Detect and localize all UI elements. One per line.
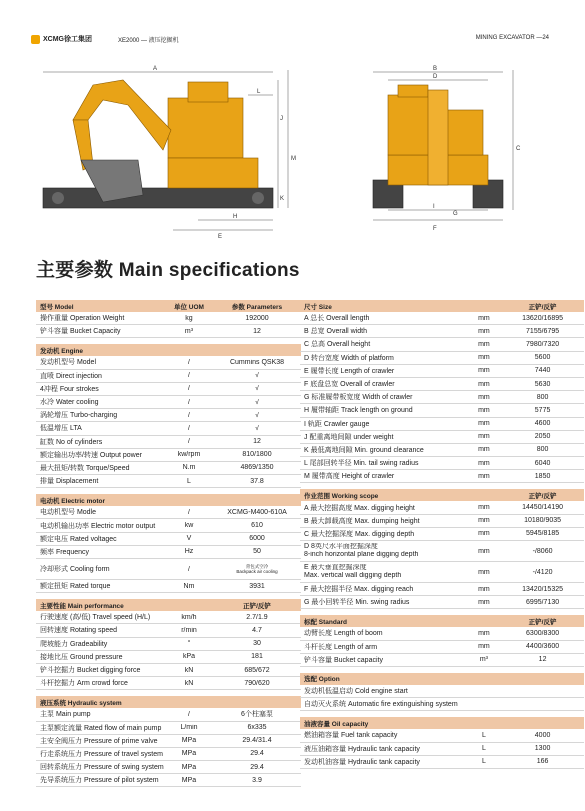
spec-value: 14450/14190 [522, 504, 564, 512]
spec-name: L 尾部回转半径 Min. tail swing radius [304, 460, 419, 468]
spec-unit: mm [478, 472, 490, 480]
spec-row [300, 627, 584, 640]
spec-row [36, 533, 301, 546]
spec-name: 操作重量 Operation Weight [40, 315, 125, 323]
spec-name: D 转台宽度 Width of platform [304, 354, 394, 362]
spec-row [300, 418, 584, 431]
spec-value: 4000 [534, 731, 551, 739]
spec-row [36, 519, 301, 532]
spec-value: 800 [536, 446, 549, 454]
spec-value: 6040 [534, 459, 551, 467]
spec-name: A 总长 Overall length [304, 315, 370, 323]
dim-label-J: J [280, 116, 283, 122]
section-header [300, 717, 584, 729]
spec-unit: mm [478, 568, 490, 576]
spec-value: 7980/7320 [526, 340, 560, 348]
spec-name: 铲斗容量 Bucket capacity [304, 656, 383, 664]
section-header [300, 673, 584, 685]
excavator-drawings [33, 60, 551, 240]
spec-unit: N.m [182, 464, 196, 472]
spec-value: 181 [251, 653, 263, 661]
spec-row [300, 325, 584, 338]
section-header [36, 344, 301, 356]
text-line: Backpack air cooling [236, 569, 278, 574]
left-spec-table [36, 300, 301, 787]
dim-label-E: E [218, 234, 223, 240]
spec-row [36, 506, 301, 519]
section-header [300, 615, 584, 627]
spec-unit: / [188, 508, 190, 516]
spec-row [300, 698, 584, 711]
spec-name: 斗杆长度 Length of arm [304, 643, 378, 651]
spec-name: H 履带轴距 Track length on ground [304, 407, 413, 415]
spec-unit: m³ [184, 327, 194, 335]
spec-row [300, 528, 584, 541]
spec-name: 燃油箱容量 Fuel tank capacity [304, 732, 398, 740]
spec-unit: mm [478, 530, 490, 538]
spec-unit: mm [478, 354, 490, 362]
spec-name: 4冲程 Four strokes [40, 385, 99, 393]
spec-row [36, 580, 301, 593]
spec-value: 12 [253, 327, 261, 335]
right-spec-table [300, 300, 584, 769]
spec-value: 10180/9035 [524, 517, 562, 525]
spec-name: 行走系统压力 Pressure of travel system [40, 750, 163, 758]
spec-name: 主安全阀压力 Pressure of prime valve [40, 737, 158, 745]
front-view-excavator [373, 85, 503, 208]
spec-unit: kw [184, 522, 194, 530]
spec-value: 4.7 [252, 626, 262, 634]
spec-name: 动臂长度 Length of boom [304, 630, 383, 638]
spec-value: 7155/6795 [526, 327, 560, 335]
spec-unit: mm [478, 643, 490, 651]
spec-unit: L/min [180, 724, 198, 732]
spec-row [36, 396, 301, 409]
dim-label-F: F [433, 226, 437, 232]
spec-value: 29.4/31.4 [242, 737, 272, 745]
text-line: Max. vertical wall digging depth [304, 572, 402, 579]
section-header-cell: 型号 Model [40, 303, 74, 311]
spec-row [300, 404, 584, 417]
section-header-cell: 参数 Parameters [231, 303, 283, 311]
spec-unit: MPa [181, 750, 197, 758]
section-header [36, 599, 301, 611]
spec-value: 6300/8300 [526, 629, 560, 637]
spec-value [213, 564, 301, 574]
text-line: E 最大垂直挖掘深度 [304, 564, 367, 571]
spec-value: 29.4 [250, 750, 264, 758]
spec-row [36, 735, 301, 748]
spec-row [36, 546, 301, 559]
spec-name: B 最大卸载高度 Max. dumping height [304, 517, 420, 525]
spec-row [36, 370, 301, 383]
spec-row [300, 470, 584, 483]
spec-name: 最大扭矩/转数 Torque/Speed [40, 464, 130, 472]
spec-name: F 底盘总宽 Overall of crawler [304, 381, 395, 389]
spec-name: 额定电压 Rated voltagec [40, 535, 117, 543]
section-header-cell: 标配 Standard [304, 618, 347, 626]
spec-name: 涡轮增压 Turbo-charging [40, 412, 118, 420]
spec-row [36, 356, 301, 369]
spec-row [300, 596, 584, 609]
spec-unit: / [188, 385, 190, 393]
brand-logo [31, 34, 92, 44]
spec-value: 800 [536, 393, 549, 401]
dim-label-G: G [453, 211, 458, 217]
spec-unit: L [481, 745, 486, 753]
spec-value: 4400/3600 [526, 643, 560, 651]
spec-name: 直喷 Direct injection [40, 372, 102, 380]
spec-value: 2050 [534, 433, 551, 441]
spec-value: √ [255, 372, 259, 380]
spec-unit: mm [478, 380, 490, 388]
spec-unit: mm [478, 340, 490, 348]
spec-name: J 配重离地间隙 under weight [304, 433, 394, 441]
spec-name: 斗杆挖掘力 Arm crowd force [40, 680, 128, 688]
spec-row [300, 743, 584, 756]
spec-row [36, 774, 301, 787]
spec-row [36, 638, 301, 651]
section-header-cell: 油液容量 Oil capacity [304, 720, 369, 728]
side-view-excavator [43, 80, 273, 208]
spec-unit: MPa [181, 776, 197, 784]
spec-value: √ [255, 398, 259, 406]
page-title: 主要参数 Main specifications [36, 260, 300, 281]
spec-name: 水冷 Water cooling [40, 399, 99, 407]
spec-value: Cummins QSK38 [229, 358, 285, 366]
spec-value: 50 [253, 548, 261, 556]
dim-label-K: K [280, 196, 285, 202]
spec-value: 3931 [249, 582, 265, 590]
spec-name: 自动灭火系统 Automatic fire extinguishing system [304, 701, 458, 709]
section-header [300, 489, 584, 501]
page-header [0, 34, 585, 46]
spec-row [36, 748, 301, 761]
spec-row [300, 338, 584, 351]
dim-label-C: C [516, 146, 521, 152]
spec-name: 铲斗容量 Bucket Capacity [40, 328, 121, 336]
spec-name: C 总高 Overall height [304, 341, 371, 349]
spec-row [300, 431, 584, 444]
spec-row [300, 391, 584, 404]
spec-unit: mm [478, 598, 490, 606]
spec-unit: mm [478, 314, 490, 322]
spec-unit: kg [185, 314, 193, 322]
spec-row [36, 325, 301, 338]
spec-row [36, 559, 301, 580]
spec-unit: / [188, 424, 190, 432]
spec-value: 29.4 [250, 763, 264, 771]
spec-unit: / [188, 358, 190, 366]
spec-unit: mm [478, 504, 490, 512]
spec-value: 7440 [534, 367, 551, 375]
spec-value: 166 [536, 758, 549, 766]
spec-value: 1300 [534, 745, 551, 753]
section-header-cell: 正铲/反铲 [528, 492, 557, 500]
section-header [300, 300, 584, 312]
spec-unit: mm [478, 393, 490, 401]
spec-value: √ [255, 424, 259, 432]
spec-value: 13620/16895 [522, 314, 564, 322]
spec-value: 6995/7130 [526, 598, 560, 606]
spec-row [36, 383, 301, 396]
spec-name: I 轨距 Crawler gauge [304, 420, 370, 428]
section-header [36, 494, 301, 506]
spec-name: 缸数 No of cylinders [40, 438, 103, 446]
spec-value: 4869/1350 [240, 464, 274, 472]
spec-unit: mm [478, 585, 490, 593]
spec-unit: mm [478, 420, 490, 428]
spec-row [300, 365, 584, 378]
spec-unit: MPa [181, 737, 197, 745]
spec-name: M 履带高度 Height of crawler [304, 473, 395, 481]
section-header-cell: 主要性能 Main performance [40, 602, 124, 610]
spec-name: G 最小回转半径 Min. swing radius [304, 599, 410, 607]
spec-value: 810/1800 [242, 451, 272, 459]
spec-unit: L [187, 477, 191, 485]
spec-value: 13420/15325 [522, 585, 564, 593]
spec-row [300, 541, 584, 562]
spec-row [300, 562, 584, 583]
spec-unit: / [188, 398, 190, 406]
spec-unit: kPa [182, 653, 196, 661]
spec-value: 2.7/1.9 [246, 613, 268, 621]
dim-label-I: I [433, 204, 435, 210]
spec-value: 12 [253, 438, 261, 446]
spec-unit: km/h [181, 613, 197, 621]
spec-row [300, 583, 584, 596]
brand-name: XCMG徐工集团 [43, 36, 92, 43]
spec-name: 回转速度 Rotating speed [40, 627, 118, 635]
spec-unit: mm [478, 367, 490, 375]
section-header-cell: 正铲/反铲 [528, 303, 557, 311]
spec-name: 电动机型号 Modle [40, 509, 97, 517]
spec-row [300, 457, 584, 470]
spec-row [300, 312, 584, 325]
spec-value: √ [255, 385, 259, 393]
spec-value: 12 [538, 656, 547, 664]
section-header-cell: 尺寸 Size [304, 303, 332, 311]
dim-label-A: A [153, 66, 158, 72]
spec-row [36, 449, 301, 462]
spec-unit: mm [478, 629, 490, 637]
spec-value: 5630 [534, 380, 551, 388]
spec-name: 行驶速度 (高/低) Travel speed (H/L) [40, 614, 151, 622]
spec-unit: Nm [183, 582, 195, 590]
spec-name: 先导系统压力 Pressure of pilot system [40, 777, 159, 785]
spec-name: 发动机低温启动 Cold engine start [304, 688, 408, 696]
spec-unit: ° [187, 640, 191, 648]
spec-unit: Hz [184, 548, 194, 556]
spec-name: 发动机油容量 Hydraulic tank capacity [304, 758, 420, 766]
xcmg-logo-icon [31, 35, 40, 44]
spec-name: E 履带长度 Length of crawler [304, 367, 395, 375]
spec-name: 主泵 Main pump [40, 711, 91, 719]
spec-value: 6个柱塞泵 [241, 711, 273, 719]
spec-value: 5775 [534, 406, 551, 414]
dim-label-D: D [433, 74, 438, 80]
spec-value: 6000 [249, 535, 265, 543]
spec-value: 610 [251, 522, 263, 530]
spec-unit: mm [478, 517, 490, 525]
spec-row [36, 611, 301, 624]
spec-name: 铲斗挖掘力 Bucket digging force [40, 667, 141, 675]
section-header-cell: 正铲/反铲 [528, 618, 557, 626]
spec-row [36, 475, 301, 488]
spec-row [300, 378, 584, 391]
section-header-cell: 正铲/反铲 [243, 602, 271, 610]
spec-row [36, 651, 301, 664]
spec-name: 低温增压 LTA [40, 425, 82, 433]
spec-value: 5945/8185 [526, 530, 560, 538]
spec-name: 排量 Displacement [40, 478, 99, 486]
spec-name: 回转系统压力 Pressure of swing system [40, 764, 164, 772]
spec-name: B 总宽 Overall width [304, 328, 368, 336]
spec-unit: mm [478, 446, 490, 454]
spec-unit: mm [478, 547, 490, 555]
spec-row [36, 624, 301, 637]
spec-unit: / [188, 372, 190, 380]
spec-row [300, 515, 584, 528]
spec-value: 1850 [534, 472, 551, 480]
spec-value: 3.9 [252, 776, 262, 784]
spec-name: 发动机型号 Model [40, 359, 97, 367]
spec-unit: MPa [181, 763, 197, 771]
spec-value: 37.8 [250, 477, 264, 485]
spec-row [36, 409, 301, 422]
spec-row [300, 685, 584, 698]
spec-value: -/8060 [532, 547, 553, 555]
spec-unit: L [481, 731, 486, 739]
spec-name: 额定扭矩 Rated torque [40, 583, 111, 591]
dim-label-L: L [257, 89, 261, 95]
spec-value: 6x335 [247, 724, 267, 732]
spec-value: -/4120 [532, 568, 553, 576]
spec-unit: / [188, 710, 190, 718]
spec-name: C 最大挖掘深度 Max. digging depth [304, 530, 415, 538]
spec-name: 主泵额定流量 Rated flow of main pump [40, 724, 162, 732]
spec-value: 685/672 [244, 666, 270, 674]
section-header [36, 300, 301, 312]
spec-value: 4600 [534, 420, 551, 428]
spec-name: 频率 Frequency [40, 548, 90, 556]
section-header-cell: 单位 UOM [174, 303, 204, 311]
spec-unit: mm [478, 406, 490, 414]
spec-name: 电动机输出功率 Electric motor output [40, 522, 156, 530]
dim-label-B: B [433, 66, 438, 72]
spec-value: 5600 [534, 354, 551, 362]
spec-value: 192000 [245, 314, 269, 322]
spec-row [300, 641, 584, 654]
spec-name: F 最大挖掘半径 Max. digging reach [304, 586, 414, 594]
spec-name: K 最低离地间隙 Min. ground clearance [304, 446, 424, 454]
spec-unit: m³ [479, 656, 488, 664]
dim-label-H: H [233, 214, 238, 220]
section-header-cell: 选配 Option [304, 676, 340, 684]
spec-row [300, 352, 584, 365]
spec-value: 30 [253, 640, 261, 648]
spec-value: XCMG-M400-610A [227, 508, 287, 516]
spec-name: 额定输出功率/转速 Output power [40, 451, 142, 459]
spec-row [36, 436, 301, 449]
spec-unit: / [188, 411, 190, 419]
spec-row [300, 756, 584, 769]
dim-label-M: M [291, 156, 296, 162]
spec-unit: mm [478, 327, 490, 335]
spec-row [300, 501, 584, 514]
spec-unit: L [481, 758, 486, 766]
spec-value: 790/620 [244, 679, 270, 687]
spec-name: 爬坡能力 Gradeability [40, 640, 108, 648]
spec-row [300, 444, 584, 457]
section-header [36, 696, 301, 708]
spec-unit: / [188, 438, 190, 446]
text-line: 8-inch horizontal plane digging depth [304, 551, 419, 558]
spec-unit: mm [478, 459, 490, 467]
section-header-cell: 发动机 Engine [40, 347, 83, 355]
spec-unit: r/min [181, 626, 197, 634]
spec-row [36, 677, 301, 690]
section-label: MINING EXCAVATOR —24 [475, 35, 549, 41]
spec-row [36, 708, 301, 721]
spec-row [36, 462, 301, 475]
section-header-cell: 液压系统 Hydraulic system [40, 699, 122, 707]
spec-unit: / [188, 565, 190, 573]
spec-name [300, 543, 467, 559]
spec-row [36, 422, 301, 435]
spec-row [300, 729, 584, 742]
spec-name [300, 564, 467, 580]
spec-row [36, 722, 301, 735]
spec-row [36, 761, 301, 774]
spec-unit: kN [184, 666, 194, 674]
section-header-cell: 电动机 Electric motor [40, 497, 106, 505]
text-line: 背包式空冷 [245, 564, 269, 569]
model-label: XE2000 — 液压挖掘机 [118, 38, 179, 44]
spec-row [36, 664, 301, 677]
spec-row [300, 654, 584, 667]
spec-unit: mm [478, 433, 490, 441]
spec-unit: kw/rpm [177, 451, 201, 459]
spec-name: G 标准履带板宽度 Width of crawler [304, 394, 413, 402]
section-header-cell: 作业范围 Working scope [304, 492, 379, 500]
spec-name: 液压油箱容量 Hydraulic tank capacity [304, 745, 420, 753]
spec-unit: V [186, 535, 192, 543]
spec-value: √ [255, 411, 259, 419]
spec-name: 冷却形式 Cooling form [40, 566, 110, 573]
spec-name: 接地比压 Ground pressure [40, 653, 123, 661]
spec-row [36, 312, 301, 325]
spec-unit: kN [184, 679, 194, 687]
spec-name: A 最大挖掘高度 Max. digging height [304, 504, 415, 512]
text-line: D 8英尺水平面挖掘深度 [304, 543, 378, 550]
